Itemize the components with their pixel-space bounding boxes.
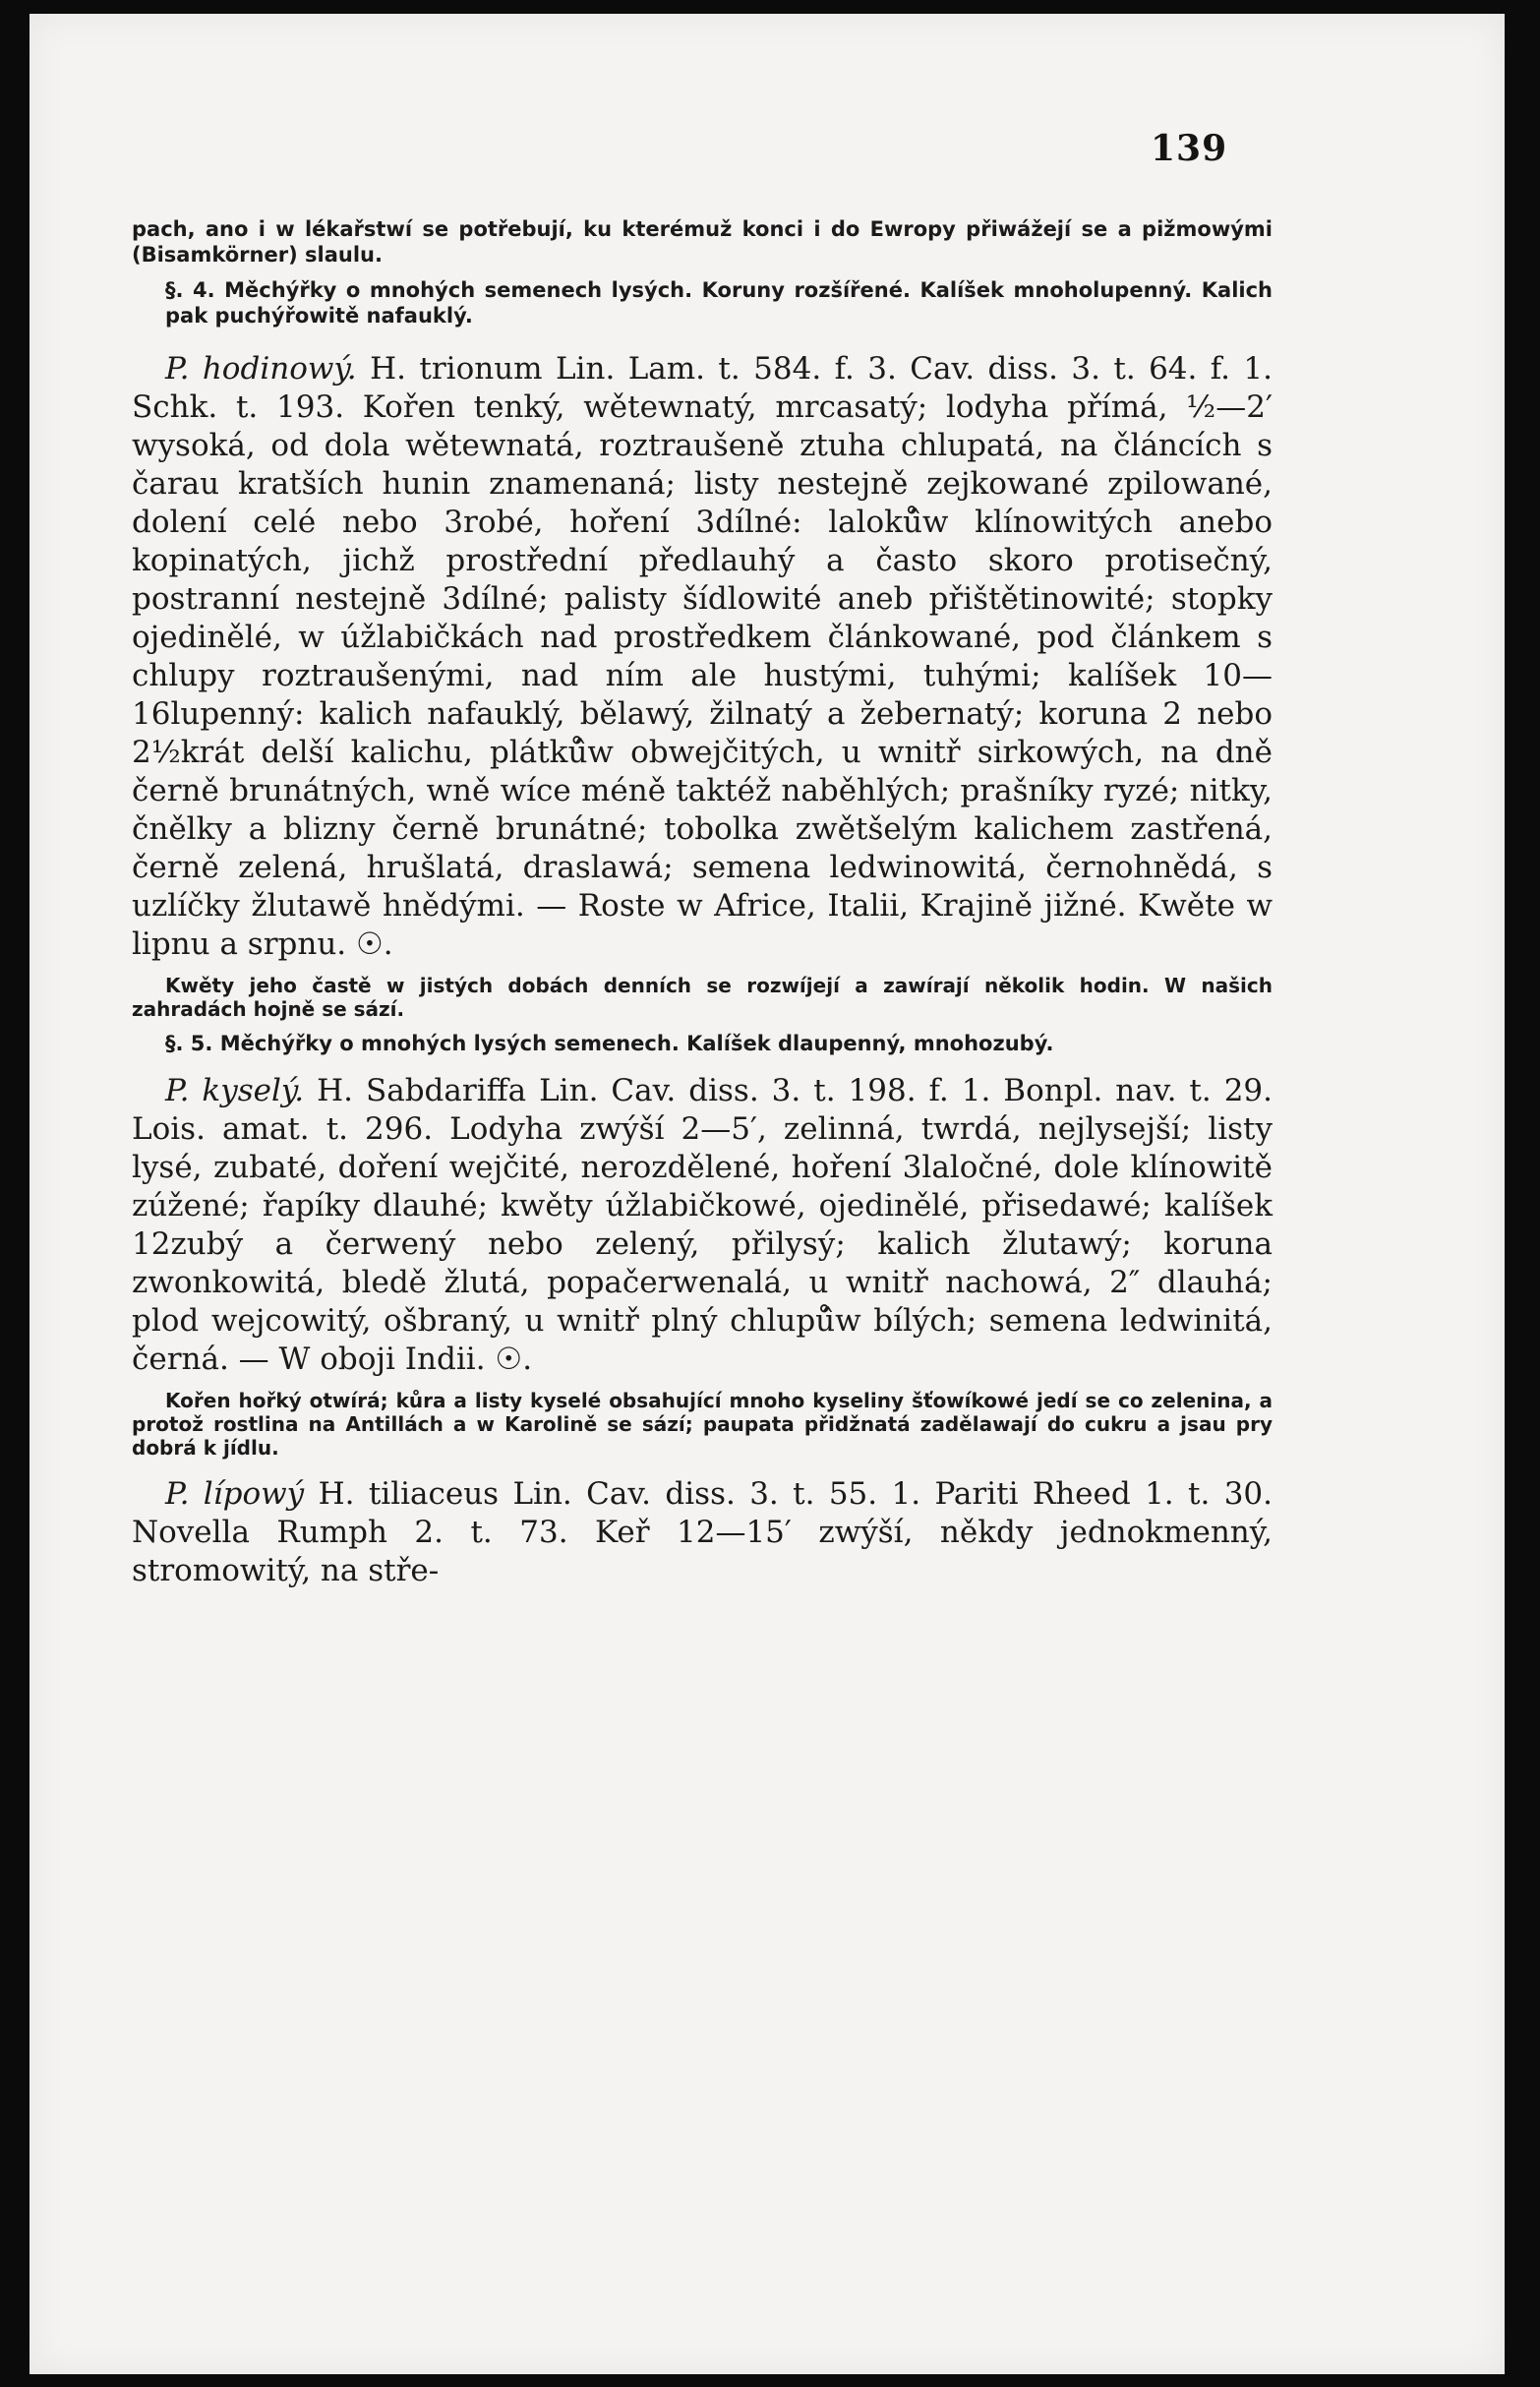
- section-heading-5: [132, 1031, 1273, 1056]
- paragraph-intro: [132, 216, 1273, 268]
- text-column: [132, 216, 1273, 1590]
- section-heading-4-text: §. 4. Měchýřky o mnohých semenech lysých. Koruny rozšířené. Kalíšek mnoholupenný. Kalich pak puchýřowitě nafauklý.: [165, 278, 1273, 328]
- section-heading-5-text: §. 5. Měchýřky o mnohých lysých semenech. Kalíšek dlaupenný, mnohozubý.: [165, 1032, 1054, 1055]
- note-hodinowy: [132, 974, 1273, 1021]
- note-kysely: [132, 1389, 1273, 1460]
- species-description-hodinowy: H. trionum Lin. Lam. t. 584. f. 3. Cav. diss. 3. t. 64. f. 1. Schk. t. 193. Kořen tenký, wětewnatý, mrcasatý; lodyha přímá, ½—2′ wysoká, od dola wětewnatá, roztraušeně ztuha chlupatá, na článcích s čarau kratších hunin znamenaná; listy nestejně zejkowané zpilowané, dolení celé nebo 3robé, hoření 3dílné: laloků̂w klínowitých anebo kopinatých, jichž prostřední předlauhý a často skoro protisečný, postranní nestejně 3dílné; palisty šídlowité aneb přištětinowité; stopky ojedinělé, w úžlabičkách nad prostředkem článkowané, pod článkem s chlupy roztraušenými, nad ním ale hustými, tuhými; kalíšek 10—16lupenný: kalich nafauklý, bělawý, žilnatý a žebernatý; koruna 2 nebo 2½krát delší kalichu, plátků̂w obwejčitých, u wnitř sirkowých, na dně černě brunátných, wně wíce méně taktéž naběhlých; prašníky ryzé; nitky, čnělky a blizny černě brunátné; tobolka zwětšelým kalichem zastřená, černě zelená, hrušlatá, draslawá; semena ledwinowitá, černohnědá, s uzlíčky žlutawě hnědými. — Roste w Africe, Italii, Krajině jižné. Kwěte w lipnu a srpnu. ☉.: [132, 351, 1273, 962]
- species-name-lipowy: P. lípowý: [165, 1476, 305, 1512]
- section-heading-4: [132, 277, 1273, 328]
- page-number: 139: [1151, 128, 1228, 169]
- species-description-kysely: H. Sabdariffa Lin. Cav. diss. 3. t. 198. f. 1. Bonpl. nav. t. 29. Lois. amat. t. 296. Lodyha zwýší 2—5′, zelinná, twrdá, nejlysejší; listy lysé, zubaté, doření wejčité, nerozdělené, hoření 3laločné, dole klínowitě zúžené; řapíky dlauhé; kwěty úžlabičkowé, ojedinělé, přisedawé; kalíšek 12zubý a čerwený nebo zelený, přilysý; kalich žlutawý; koruna zwonkowitá, bledě žlutá, popačerwenalá, u wnitř nachowá, 2″ dlauhá; plod wejcowitý, ošbraný, u wnitř plný chlupů̂w bílých; semena ledwinitá, černá. — W oboji Indii. ☉.: [132, 1073, 1273, 1377]
- species-description-lipowy: H. tiliaceus Lin. Cav. diss. 3. t. 55. 1. Pariti Rheed 1. t. 30. Novella Rumph 2. t. 73. Keř 12—15′ zwýší, někdy jednokmenný, stromowitý, na stře-: [132, 1476, 1273, 1588]
- note-hodinowy-text: Kwěty jeho častě w jistých dobách denních se rozwíjejí a zawírají několik hodin. W našich zahradách hojně se sází.: [132, 974, 1273, 1021]
- book-page: [30, 14, 1505, 2374]
- species-name-hodinowy: P. hodinowý.: [165, 351, 357, 387]
- species-entry-hodinowy: [132, 350, 1273, 964]
- paragraph-intro-text: pach, ano i w lékařstwí se potřebují, ku kterémuž konci i do Ewropy přiwážejí se a pižmowými (Bisamkörner) slaulu.: [132, 217, 1273, 267]
- species-name-kysely: P. kyselý.: [165, 1073, 305, 1108]
- species-entry-kysely: [132, 1072, 1273, 1379]
- species-entry-lipowy: [132, 1475, 1273, 1590]
- note-kysely-text: Kořen hořký otwírá; kůra a listy kyselé obsahující mnoho kyseliny šťowíkowé jedí se co zelenina, a protož rostlina na Antillách a w Karolině se sází; paupata přidžnatá zadělawají do cukru a jsau pry dobrá k jídlu.: [132, 1389, 1273, 1460]
